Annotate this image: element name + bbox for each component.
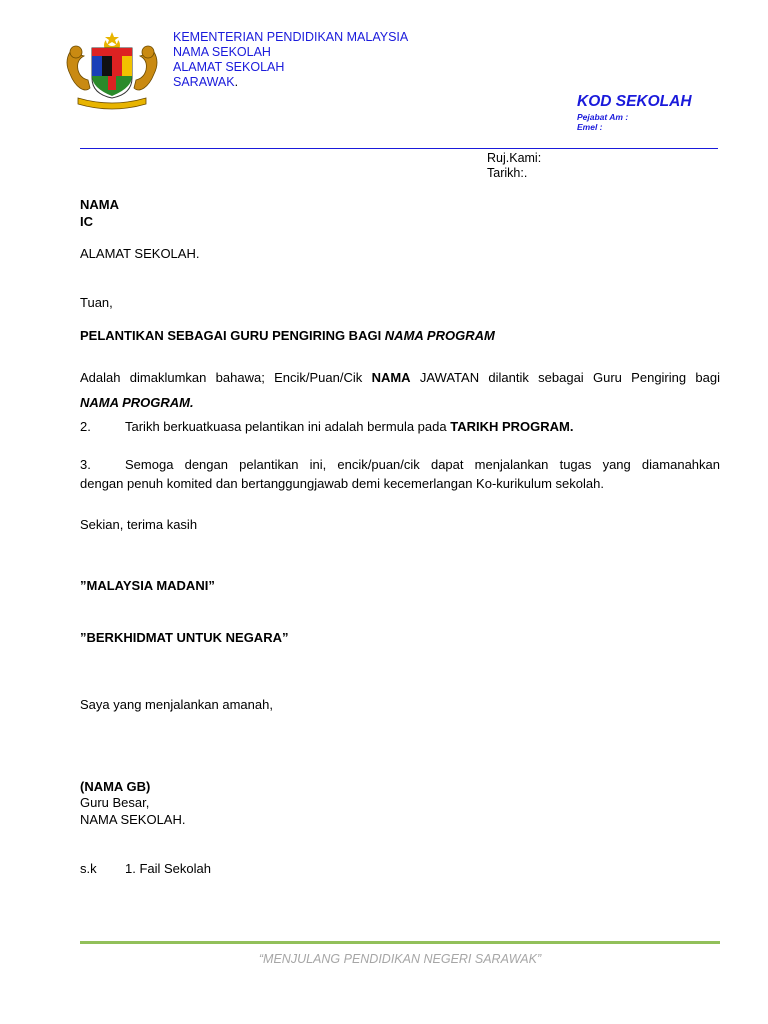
- motto-malaysia-madani: ”MALAYSIA MADANI”: [80, 578, 215, 593]
- recipient-address: ALAMAT SEKOLAH.: [80, 246, 200, 261]
- school-address: ALAMAT SEKOLAH: [173, 60, 285, 74]
- coat-of-arms-logo: [62, 30, 162, 110]
- signatory-name: (NAMA GB): [80, 779, 151, 794]
- recipient-ic: IC: [80, 214, 93, 229]
- email-label: Emel :: [577, 122, 603, 132]
- recipient-name: NAMA: [80, 197, 119, 212]
- paragraph-3-line-2: dengan penuh komited dan bertanggungjawab demi kecemerlangan Ko-kurikulum sekolah.: [80, 476, 604, 491]
- carbon-copy: [80, 861, 211, 877]
- motto-berkhidmat: ”BERKHIDMAT UNTUK NEGARA”: [80, 630, 289, 645]
- letterhead: [173, 30, 408, 90]
- signatory-title: Guru Besar,: [80, 795, 150, 810]
- paragraph-2: 2. Tarikh berkuatkuasa pelantikan ini adalah bermula pada TARIKH PROGRAM.: [80, 419, 574, 434]
- cc-label: s.k: [80, 861, 97, 876]
- footer-divider: [80, 941, 720, 944]
- letter-subject: PELANTIKAN SEBAGAI GURU PENGIRING BAGI NAMA PROGRAM: [80, 328, 495, 343]
- paragraph-1-line-1: Adalah dimaklumkan bahawa; Encik/Puan/Cik NAMA JAWATAN dilantik sebagai Guru Pengiring bagi: [80, 370, 720, 385]
- paragraph-1-program: NAMA PROGRAM.: [80, 395, 194, 410]
- school-state: SARAWAK.: [173, 75, 239, 89]
- signoff-line: Saya yang menjalankan amanah,: [80, 697, 273, 712]
- our-reference: Ruj.Kami:: [487, 151, 542, 165]
- closing-line: Sekian, terima kasih: [80, 517, 198, 532]
- cc-item: 1. Fail Sekolah: [125, 861, 211, 876]
- footer-slogan: “MENJULANG PENDIDIKAN NEGERI SARAWAK”: [258, 952, 542, 966]
- school-code: KOD SEKOLAH: [577, 93, 692, 110]
- signatory-school: NAMA SEKOLAH.: [80, 812, 186, 827]
- office-label: Pejabat Am :: [577, 112, 629, 122]
- salutation: Tuan,: [80, 295, 113, 310]
- school-name: NAMA SEKOLAH: [173, 45, 271, 59]
- paragraph-3-line-1: 3. Semoga dengan pelantikan ini, encik/puan/cik dapat menjalankan tugas yang diamanahkan: [80, 457, 720, 472]
- letter-date: Tarikh:.: [487, 166, 528, 180]
- header-divider: [80, 148, 718, 149]
- reference-block: [487, 151, 541, 181]
- ministry-name: KEMENTERIAN PENDIDIKAN MALAYSIA: [173, 30, 409, 44]
